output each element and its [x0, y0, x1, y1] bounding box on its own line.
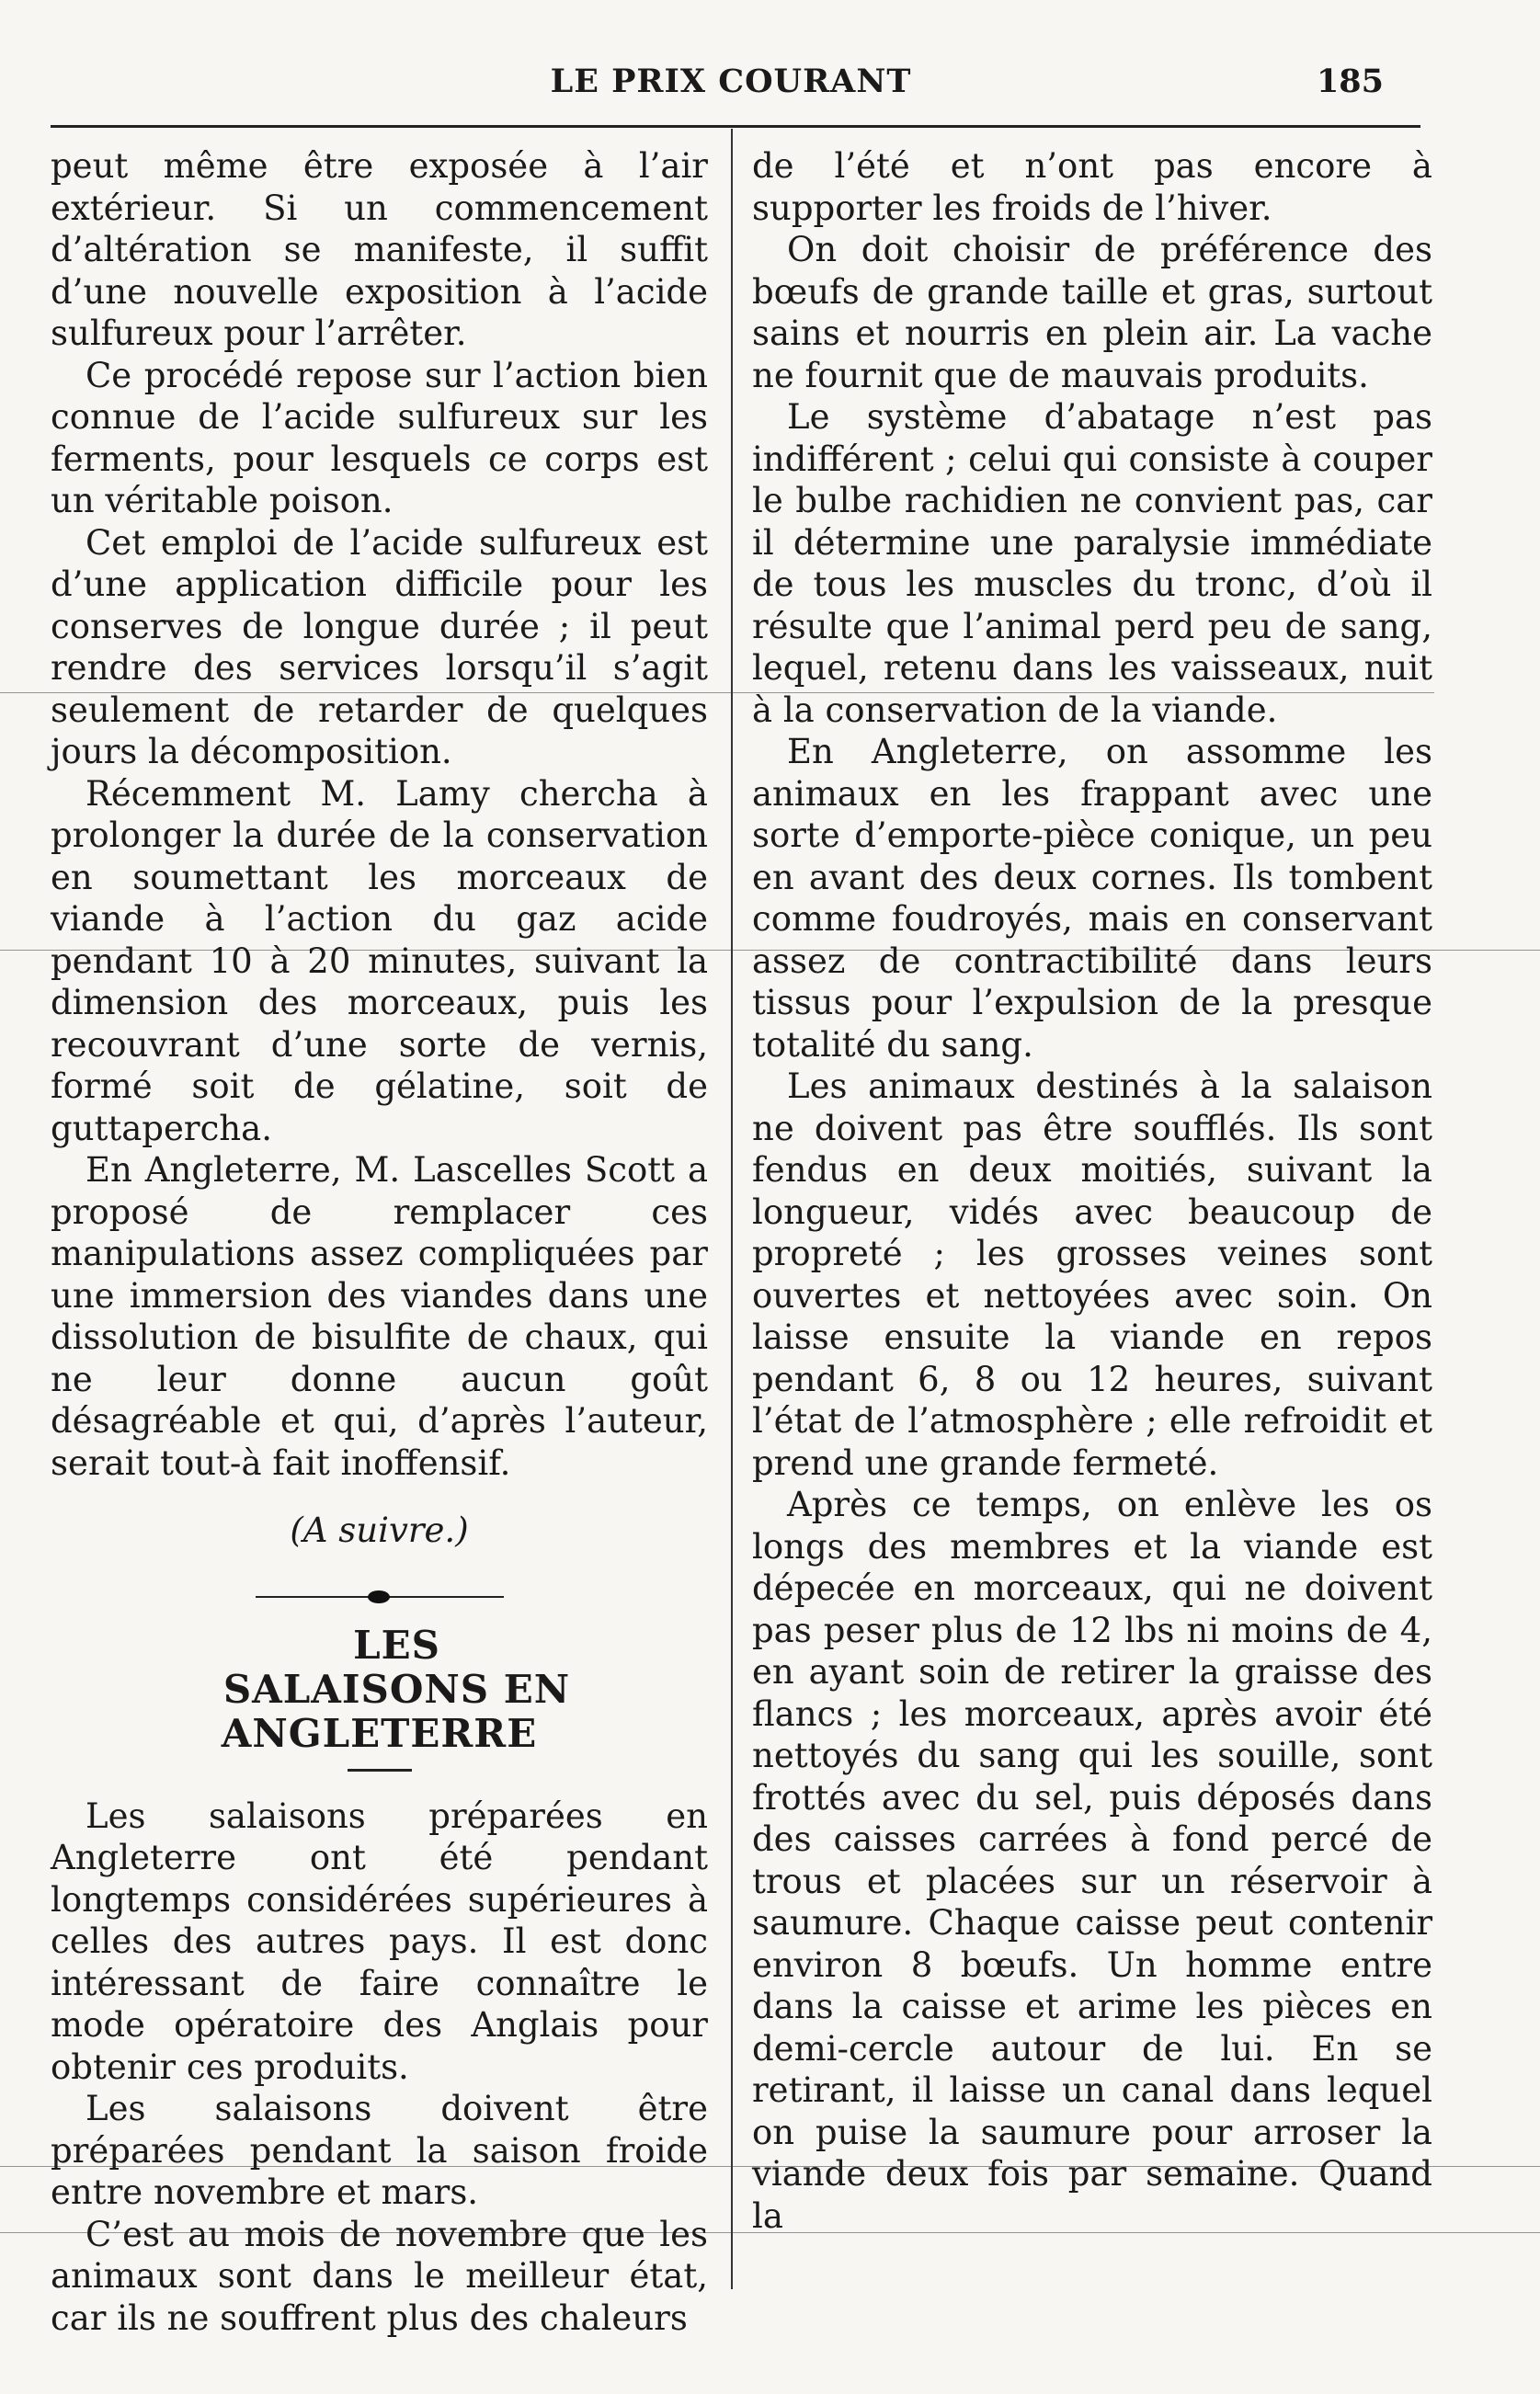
paragraph: On doit choisir de préférence des bœufs de grande taille et gras, surtout sains et nourris en plein air. La vache ne fournit que de mauvais produits.: [752, 230, 1432, 395]
paragraph: En Angleterre, M. Lascelles Scott a proposé de remplacer ces manipulations assez compliquées par une immersion des viandes dans une dissolution de bisulfite de chaux, qui ne leur donne aucun goût désagréable et qui, d’après l’auteur, serait tout-à fait inoffensif.: [51, 1150, 708, 1483]
paragraph: peut même être exposée à l’air extérieur. Si un commencement d’altération se manifeste, il suffit d’une nouvelle exposition à l’acide sulfureux pour l’arrêter.: [51, 146, 708, 353]
paragraph: Récemment M. Lamy chercha à prolonger la durée de la conservation en soumettant les morceaux de viande à l’action du gaz acide pendant 10 à 20 minutes, suivant la dimension des morceaux, puis les recouvrant d’une sorte de vernis, formé soit de gélatine, soit de guttapercha.: [51, 773, 708, 1148]
column-divider: [731, 129, 733, 2289]
paragraph: Le système d’abatage n’est pas indifférent ; celui qui consiste à couper le bulbe rachidien ne convient pas, car il détermine une paralysie immédiate de tous les muscles du tronc, d’où il résulte que l’animal perd peu de sang, lequel, retenu dans les vaisseaux, nuit à la conservation de la viande.: [752, 397, 1432, 730]
paragraph: de l’été et n’ont pas encore à supporter les froids de l’hiver.: [752, 146, 1432, 228]
paragraph: Après ce temps, on enlève les os longs des membres et la viande est dépecée en morceaux, qui ne doivent pas peser plus de 12 lbs ni moins de 4, en ayant soin de retirer la graisse des flancs ; les morceaux, après avoir été nettoyés du sang qui les souille, sont frottés avec du sel, puis déposés dans des caisses carrées à fond percé de trous et placées sur un réservoir à saumure. Chaque caisse peut contenir environ 8 bœufs. Un homme entre dans la caisse et arime les pièces en demi-cercle autour de lui. En se retirant, il laisse un canal dans lequel on puise la saumure pour arroser la viande deux fois par semaine. Quand la: [752, 1485, 1432, 2236]
right-column: [752, 145, 1432, 2237]
left-column: [51, 145, 708, 2339]
title-rule: [348, 1769, 412, 1772]
running-title: LE PRIX COURANT: [550, 63, 912, 100]
to-be-continued: (A suivre.): [290, 1510, 469, 1550]
header-rule: [51, 125, 1420, 128]
paragraph: En Angleterre, on assomme les animaux en les frappant avec une sorte d’emporte-pièce conique, un peu en avant des deux cornes. Ils tombent comme foudroyés, mais en conservant assez de contractibilité dans leurs tissus pour l’expulsion de la presque totalité du sang.: [752, 732, 1432, 1065]
page-number: 185: [1316, 63, 1384, 100]
article-title-line-1: LES: [353, 1622, 440, 1668]
paragraph: Les salaisons doivent être préparées pendant la saison froide entre novembre et mars.: [51, 2089, 708, 2212]
paragraph: Ce procédé repose sur l’action bien connue de l’acide sulfureux sur les ferments, pour lesquels ce corps est un véritable poison.: [51, 355, 708, 520]
paragraph: Cet emploi de l’acide sulfureux est d’une application difficile pour les conserves de longue durée ; il peut rendre des services lorsqu’il s’agit seulement de retarder de quelques jours la décomposition.: [51, 522, 708, 771]
paragraph: Les animaux destinés à la salaison ne doivent pas être soufflés. Ils sont fendus en deux moitiés, suivant la longueur, vidés avec beaucoup de propreté ; les grosses veines sont ouvertes et nettoyées avec soin. On laisse ensuite la viande en repos pendant 6, 8 ou 12 heures, suivant l’état de l’atmosphère ; elle refroidit et prend une grande fermeté.: [752, 1066, 1432, 1483]
paragraph: Les salaisons préparées en Angleterre ont été pendant longtemps considérées supérieures à celles des autres pays. Il est donc intéressant de faire connaître le mode opératoire des Anglais pour obtenir ces produits.: [51, 1796, 708, 2087]
running-head: [51, 57, 1411, 112]
article-title-line-2: SALAISONS EN ANGLETERRE: [221, 1666, 571, 1756]
section-ornament: [256, 1590, 504, 1603]
paragraph: C’est au mois de novembre que les animaux sont dans le meilleur état, car ils ne souffrent plus des chaleurs: [51, 2214, 708, 2338]
